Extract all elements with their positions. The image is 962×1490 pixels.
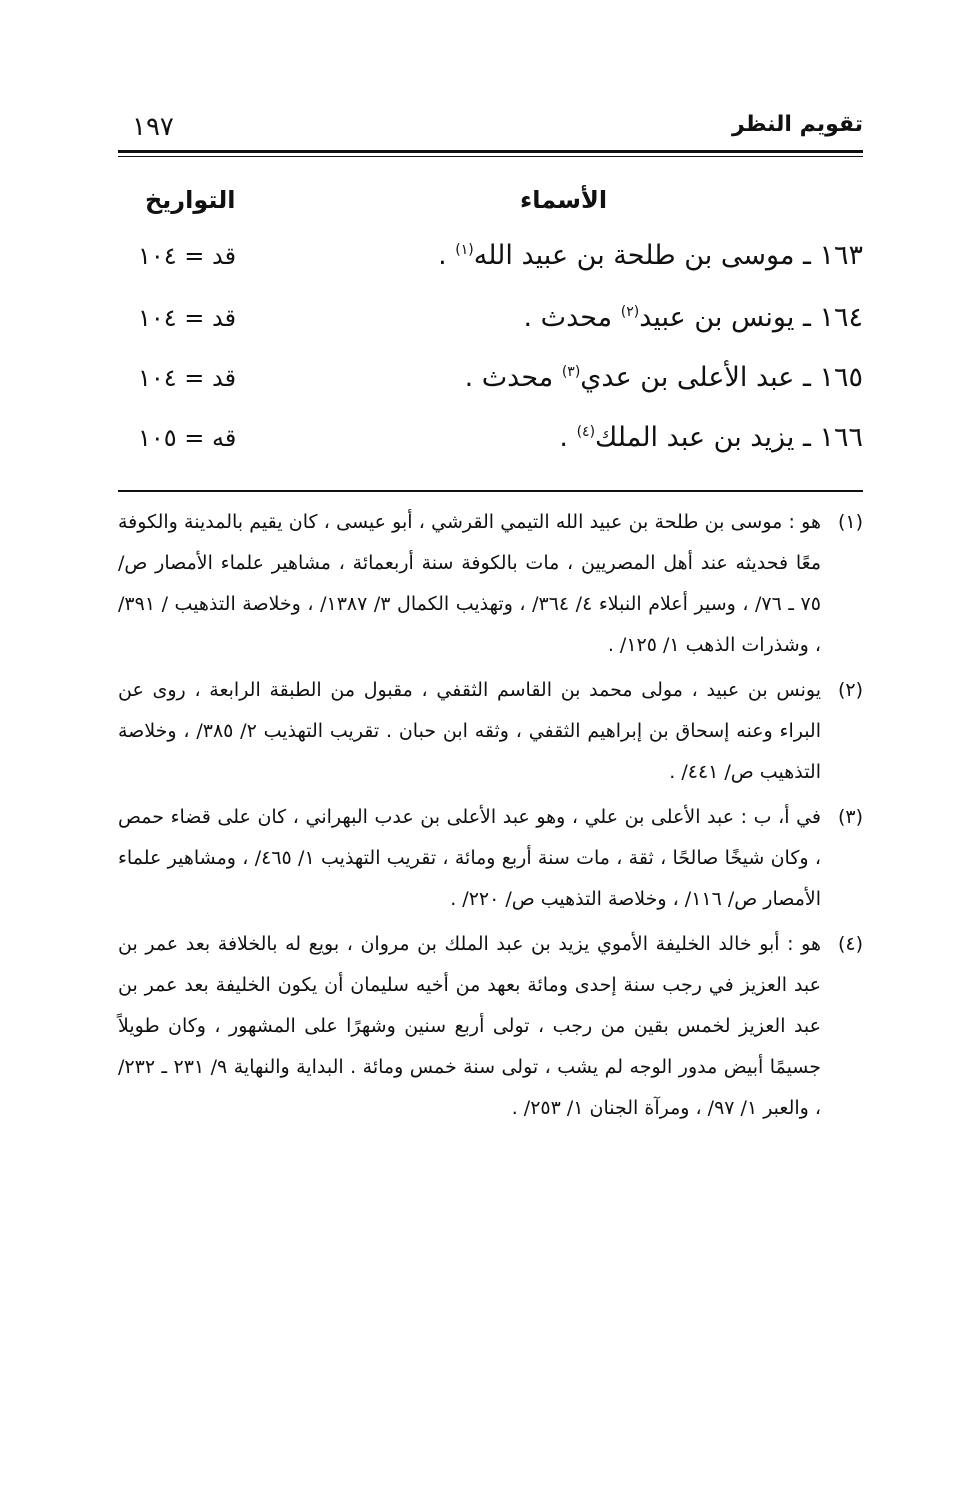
- header-rule-thick: [118, 150, 863, 153]
- dates-column-heading: التواريخ: [145, 186, 236, 214]
- header-rule-thin: [118, 156, 863, 157]
- page-number: ١٩٧: [132, 112, 174, 142]
- footnote-ref[interactable]: (٢): [620, 304, 640, 320]
- entry-date: قد = ١٠٤: [138, 364, 237, 392]
- entry-name: ١٦٣ ـ موسى بن طلحة بن عبيد الله$^{(١)}$ .: [438, 240, 863, 271]
- footnote-3: [118, 797, 863, 920]
- footnote-text: يونس بن عبيد ، مولى محمد بن القاسم الثقفي ، مقبول من الطبقة الرابعة ، روى عن البراء وعنه إسحاق بن إبراهيم الثقفي ، وثقه ابن حبان . تقريب التهذيب ٢/ ٣٨٥/ ، وخلاصة التذهيب ص/ ٤٤١/ .: [118, 679, 822, 783]
- footnote-ref[interactable]: (١): [455, 242, 474, 258]
- entry-163: [118, 240, 863, 284]
- footnote-4: [118, 924, 863, 1129]
- entry-date: قد = ١٠٤: [138, 304, 237, 332]
- entry-164: [118, 302, 863, 346]
- footnote-number: (١): [837, 511, 863, 533]
- footnote-text: هو : موسى بن طلحة بن عبيد الله التيمي القرشي ، أبو عيسى ، كان يقيم بالمدينة والكوفة معًا فحديثه عند أهل المصريين ، مات بالكوفة سنة أربعمائة ، مشاهير علماء الأمصار ص/ ٧٥ ـ ٧٦/ ، وسير أعلام النبلاء ٤/ ٣٦٤/ ، وتهذيب الكمال ٣/ ١٣٨٧/ ، وخلاصة التذهيب / ٣٩١/ ، وشذرات الذهب ١/ ١٢٥/ .: [118, 511, 821, 656]
- footnotes: [118, 502, 863, 1133]
- footnote-number: (٣): [837, 806, 863, 828]
- footnote-text: في أ، ب : عبد الأعلى بن علي ، وهو عبد الأعلى بن عدب البهراني ، كان على قضاء حمص ، وكان شيخًا صالحًا ، ثقة ، مات سنة أربع ومائة ، تقريب التهذيب ١/ ٤٦٥/ ، ومشاهير علماء الأمصار ص/ ١١٦/ ، وخلاصة التذهيب ص/ ٢٢٠/ .: [118, 806, 821, 910]
- running-header: [118, 112, 863, 152]
- entry-date: قه = ١٠٥: [138, 424, 237, 452]
- footnote-separator: [118, 490, 863, 492]
- footnote-number: (٢): [837, 679, 863, 701]
- entry-date: قد = ١٠٤: [138, 242, 237, 270]
- footnote-text: هو : أبو خالد الخليفة الأموي يزيد بن عبد الملك بن مروان ، بويع له بالخلافة بعد عمر بن عبد العزيز في رجب سنة إحدى ومائة بعهد من أخيه سليمان أن يكون الخليفة بعد عمر بن عبد العزيز لخمس بقين من رجب ، تولى أربع سنين وشهرًا على المشهور ، وكان طويلاً جسيمًا أبيض مدور الوجه لم يشب ، تولى سنة خمس ومائة . البداية والنهاية ٩/ ٢٣١ ـ ٢٣٢/ ، والعبر ١/ ٩٧/ ، ومرآة الجنان ١/ ٢٥٣/ .: [118, 933, 821, 1119]
- entry-name: ١٦٥ ـ عبد الأعلى بن عدي$^{(٣)}$ محدث .: [464, 362, 863, 393]
- entry-name: ١٦٤ ـ يونس بن عبيد$^{(٢)}$ محدث .: [523, 302, 863, 333]
- entry-165: [118, 362, 863, 406]
- running-title: تقويم النظر: [732, 112, 863, 137]
- footnote-2: [118, 670, 863, 793]
- entry-166: [118, 422, 863, 466]
- entry-name: ١٦٦ ـ يزيد بن عبد الملك$^{(٤)}$ .: [559, 422, 863, 453]
- footnote-ref[interactable]: (٣): [561, 364, 581, 380]
- footnote-ref[interactable]: (٤): [576, 424, 596, 440]
- footnote-1: [118, 502, 863, 666]
- footnote-number: (٤): [837, 933, 863, 955]
- names-column-heading: الأسماء: [520, 186, 608, 214]
